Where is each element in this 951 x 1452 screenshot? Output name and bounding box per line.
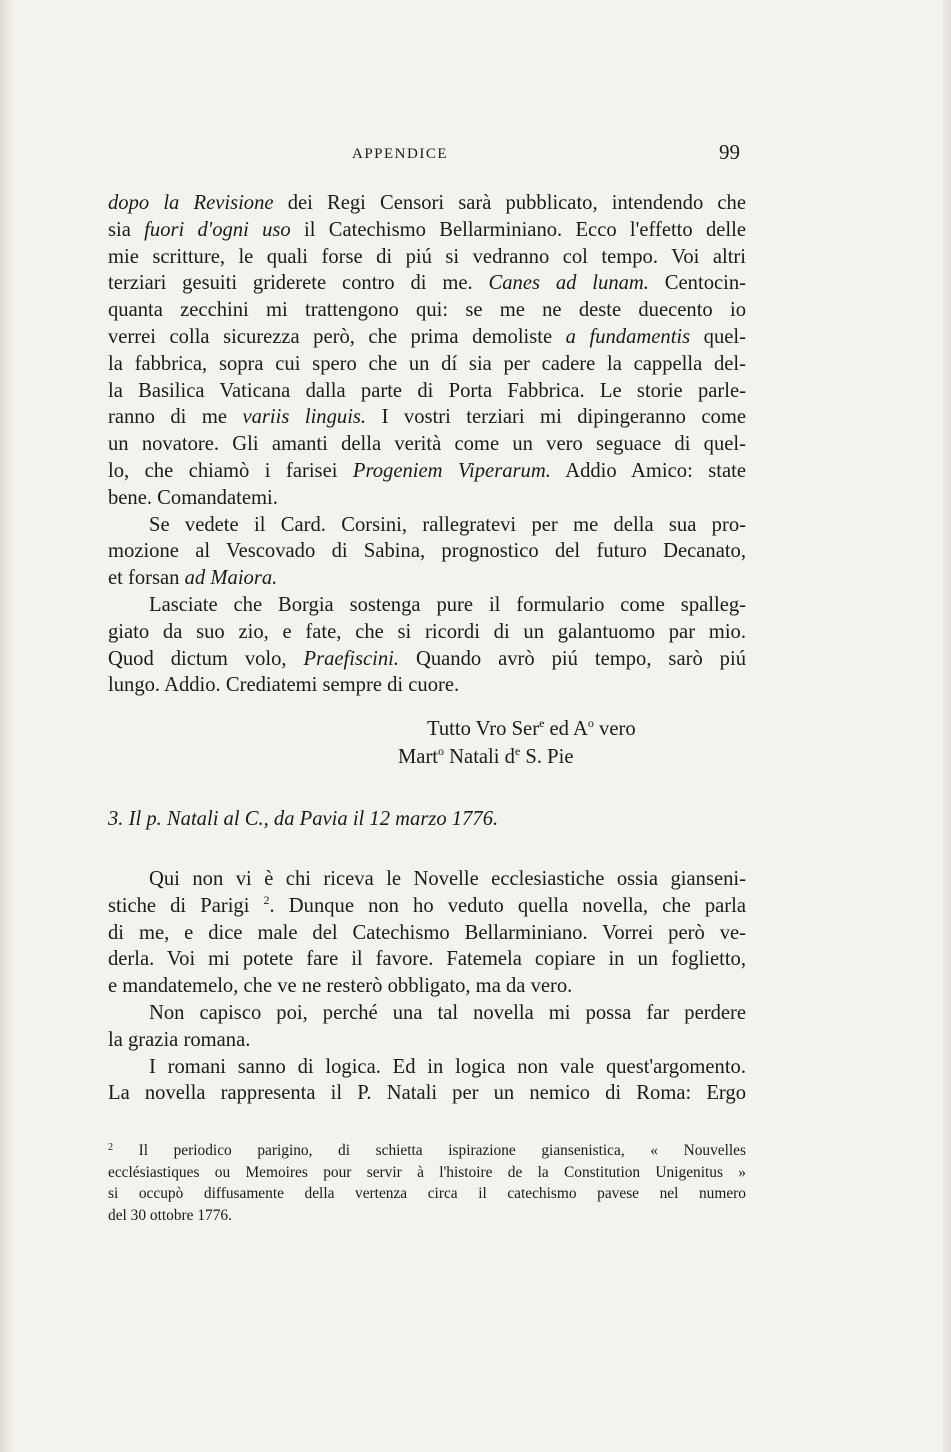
text-line bbox=[108, 297, 746, 324]
text-segment: terziari gesuiti griderete contro di me. bbox=[108, 272, 489, 295]
signature-text: Tutto Vro Ser bbox=[427, 718, 540, 741]
text-line bbox=[108, 973, 746, 1000]
signature-text: vero bbox=[593, 718, 636, 741]
text-line bbox=[108, 431, 746, 458]
text-segment: quanta zecchini mi trattengono qui: se me ne deste duecento io bbox=[108, 299, 746, 322]
text-segment: verrei colla sicurezza però, che prima demoliste bbox=[108, 325, 566, 348]
text-segment: quel- bbox=[690, 325, 747, 348]
text-segment: Addio Amico: state bbox=[550, 459, 747, 482]
footnote-marker: 2 bbox=[108, 1142, 113, 1153]
text-segment: I vostri terziari mi dipingeranno come bbox=[366, 406, 746, 429]
superscript: o bbox=[438, 744, 445, 759]
italic-text: Canes ad lunam. bbox=[488, 272, 649, 295]
text-line bbox=[108, 1027, 746, 1054]
page-right-edge-shadow bbox=[941, 0, 951, 1452]
signature-text: Natali d bbox=[444, 746, 515, 769]
text-segment: la grazia romana. bbox=[108, 1028, 251, 1051]
text-segment: I romani sanno di logica. Ed in logica non vale quest'argomento. bbox=[149, 1055, 746, 1078]
text-segment: mozione al Vescovado di Sabina, prognostico del futuro Decanato, bbox=[108, 540, 746, 563]
text-line bbox=[108, 217, 746, 244]
text-segment: Lasciate che Borgia sostenga pure il formulario come spalleg- bbox=[149, 593, 746, 616]
paragraph-1 bbox=[108, 190, 746, 512]
text-segment: lo, che chiamò i farisei bbox=[108, 459, 353, 482]
italic-text: fuori d'ogni uso bbox=[144, 218, 291, 241]
text-line bbox=[108, 672, 746, 699]
footnote-text: Il periodico parigino, di schietta ispirazione giansenistica, « Nouvelles bbox=[113, 1142, 746, 1159]
text-segment: La novella rappresenta il P. Natali per un nemico di Roma: Ergo bbox=[108, 1082, 746, 1105]
text-segment: et forsan bbox=[108, 567, 185, 590]
signature-line-1 bbox=[108, 716, 746, 744]
superscript: e bbox=[539, 716, 545, 731]
text-segment: dei Regi Censori sarà pubblicato, intendendo che bbox=[273, 192, 746, 214]
text-line bbox=[108, 893, 746, 920]
text-segment: ranno di me bbox=[108, 406, 243, 429]
text-segment: di me, e dice male del Catechismo Bellarminiano. Vorrei però ve- bbox=[108, 921, 746, 944]
text-segment: Qui non vi è chi riceva le Novelle ecclesiastiche ossia gianseni- bbox=[149, 868, 746, 890]
page-left-edge-shadow bbox=[0, 0, 14, 1452]
text-line bbox=[108, 404, 746, 431]
text-segment: bene. Comandatemi. bbox=[108, 486, 278, 509]
paragraph-2 bbox=[108, 1000, 746, 1054]
italic-text: dopo la Revisione bbox=[108, 192, 274, 214]
text-segment: stiche di Parigi bbox=[108, 894, 264, 917]
text-line bbox=[108, 1080, 746, 1107]
text-line bbox=[108, 1054, 746, 1081]
text-segment: Se vedete il Card. Corsini, rallegratevi per me della sua pro- bbox=[149, 513, 746, 536]
italic-text: ad Maiora. bbox=[184, 567, 278, 590]
section-heading: 3. Il p. Natali al C., da Pavia il 12 marzo 1776. bbox=[108, 808, 499, 830]
paragraph-3 bbox=[108, 1054, 746, 1108]
signature-text: Mart bbox=[398, 746, 439, 769]
signature-text: S. Pie bbox=[520, 746, 574, 769]
paragraph-2 bbox=[108, 512, 746, 592]
text-segment: derla. Voi mi potete fare il favore. Fatemela copiare in un foglietto, bbox=[108, 948, 746, 971]
footnote-line bbox=[108, 1140, 746, 1162]
letter-3 bbox=[108, 866, 746, 1107]
text-segment: e mandatemelo, che ve ne resterò obbligato, ma da vero. bbox=[108, 975, 573, 998]
text-line bbox=[108, 485, 746, 512]
text-line bbox=[108, 458, 746, 485]
text-segment: Non capisco poi, perché una tal novella mi possa far perdere bbox=[149, 1001, 746, 1024]
text-line bbox=[108, 920, 746, 947]
text-line bbox=[108, 619, 746, 646]
text-segment: Centocin- bbox=[648, 272, 747, 295]
italic-text: Praefiscini. bbox=[303, 647, 400, 670]
text-line bbox=[108, 378, 746, 405]
text-segment: mie scritture, le quali forse di piú si vedranno col tempo. Voi altri bbox=[108, 245, 746, 268]
text-segment: il Catechismo Bellarminiano. Ecco l'effetto delle bbox=[290, 218, 747, 241]
paragraph-1 bbox=[108, 866, 746, 1000]
footnote bbox=[108, 1140, 746, 1226]
text-segment: la Basilica Vaticana dalla parte di Porta Fabbrica. Le storie parle- bbox=[108, 379, 746, 402]
signature-line-2 bbox=[108, 744, 746, 772]
paragraph-3 bbox=[108, 592, 746, 699]
footnote-line: si occupò diffusamente della vertenza circa il catechismo pavese nel numero bbox=[108, 1185, 746, 1202]
text-line bbox=[108, 244, 746, 271]
footnote-line: del 30 ottobre 1776. bbox=[108, 1206, 232, 1224]
superscript: o bbox=[587, 716, 594, 731]
text-segment: giato da suo zio, e fate, che si ricordi di un galantuomo par mio. bbox=[108, 620, 746, 643]
text-line bbox=[108, 592, 746, 619]
text-line bbox=[108, 866, 746, 893]
text-line bbox=[108, 946, 746, 973]
letter-continuation bbox=[108, 190, 746, 772]
text-line bbox=[108, 512, 746, 539]
text-line bbox=[108, 270, 746, 297]
superscript: e bbox=[514, 744, 521, 759]
text-segment: Quando avrò piú tempo, sarò piú bbox=[399, 647, 746, 670]
signature-block bbox=[108, 716, 746, 772]
italic-text: variis linguis. bbox=[242, 406, 367, 429]
text-line bbox=[108, 351, 746, 378]
text-segment: la fabbrica, sopra cui spero che un dí sia per cadere la cappella del- bbox=[108, 352, 746, 375]
text-segment: sia bbox=[108, 218, 145, 241]
text-segment: . Dunque non ho veduto quella novella, che parla bbox=[269, 894, 746, 917]
text-line bbox=[108, 1000, 746, 1027]
footnote-reference: 2 bbox=[263, 892, 270, 907]
text-segment: Quod dictum volo, bbox=[108, 647, 304, 670]
page-number: 99 bbox=[719, 140, 740, 164]
text-line bbox=[108, 646, 746, 673]
text-line bbox=[108, 324, 746, 351]
footnote-line: ecclésiastiques ou Memoires pour servir à l'histoire de la Constitution Unigenitus » bbox=[108, 1163, 746, 1181]
text-line bbox=[108, 190, 746, 217]
text-line bbox=[108, 565, 746, 592]
italic-text: a fundamentis bbox=[565, 325, 691, 348]
text-segment: un novatore. Gli amanti della verità come un vero seguace di quel- bbox=[108, 433, 746, 456]
text-line bbox=[108, 538, 746, 565]
running-head: APPENDICE bbox=[352, 146, 449, 162]
text-segment: lungo. Addio. Crediatemi sempre di cuore. bbox=[108, 674, 460, 697]
page-header bbox=[108, 140, 740, 170]
signature-text: ed A bbox=[544, 718, 588, 741]
italic-text: Progeniem Viperarum. bbox=[352, 459, 551, 482]
